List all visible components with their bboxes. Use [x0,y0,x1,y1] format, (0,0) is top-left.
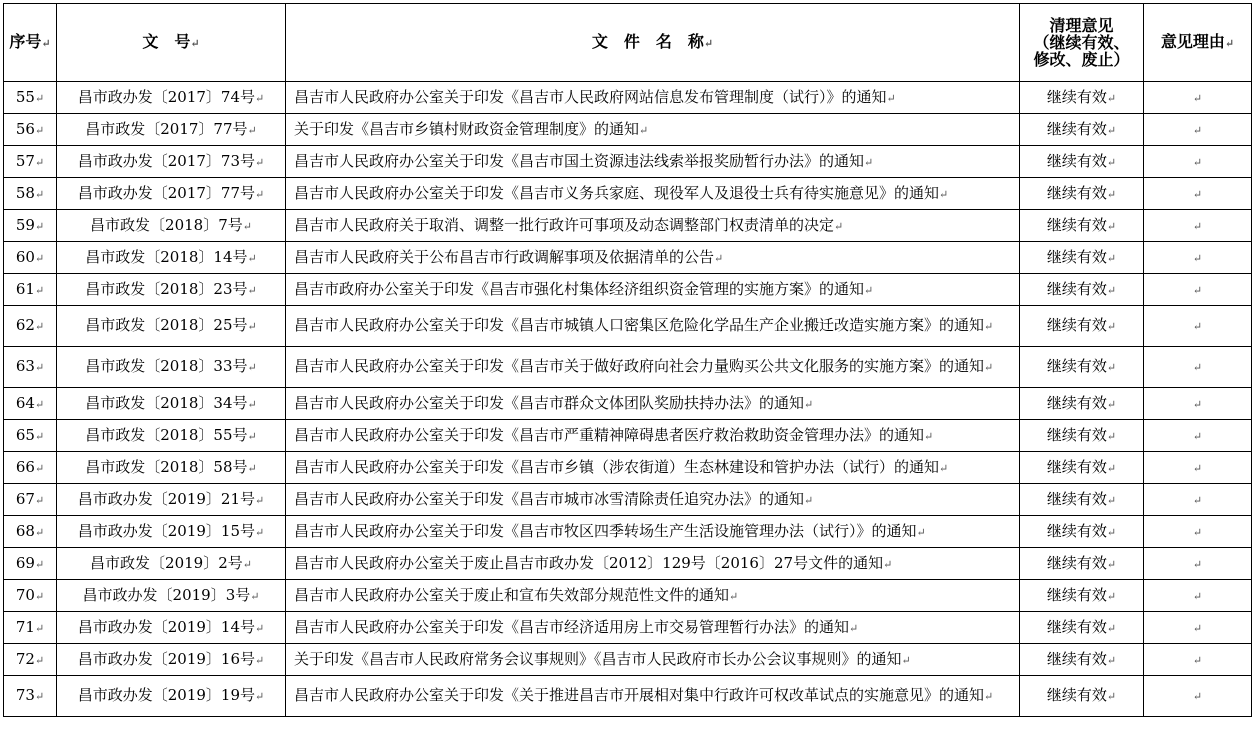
paragraph-mark: ↵ [1106,493,1117,507]
row-title [286,146,1020,178]
row-reason [1144,82,1252,114]
paragraph-mark: ↵ [1192,621,1203,635]
paragraph-mark: ↵ [1106,429,1117,443]
paragraph-mark: ↵ [255,493,265,507]
row-title-text: 昌吉市人民政府办公室关于印发《昌吉市义务兵家庭、现役军人及退役士兵有待实施意见》的通知 [294,183,940,202]
paragraph-mark: ↵ [34,429,45,443]
row-opinion-text: 继续有效 [1046,151,1107,170]
paragraph-mark: ↵ [883,557,893,571]
row-opinion-text: 继续有效 [1046,357,1107,375]
row-opinion [1020,612,1144,644]
row-reason [1144,644,1252,676]
paragraph-mark: ↵ [984,361,994,374]
row-seq-text: 67 [15,489,35,508]
paragraph-mark: ↵ [34,283,45,297]
paragraph-mark: ↵ [1106,653,1117,667]
row-opinion [1020,548,1144,580]
paragraph-mark: ↵ [714,251,724,265]
paragraph-mark: ↵ [864,155,874,169]
row-seq-text: 63 [15,357,35,375]
paragraph-mark: ↵ [255,525,265,539]
row-title-text: 昌吉市人民政府办公室关于废止和宣布失效部分规范性文件的通知 [294,585,730,604]
row-title-text: 昌吉市人民政府办公室关于印发《昌吉市城市冰雪清除责任追究办法》的通知 [294,489,805,508]
row-docno-text: 昌市政发〔2018〕25号 [85,316,248,334]
table-row [4,548,1252,580]
row-seq-text: 70 [15,585,35,604]
paragraph-mark: ↵ [864,283,874,297]
row-reason [1144,388,1252,420]
table-body [4,82,1252,717]
row-docno [57,388,286,420]
paragraph-mark: ↵ [1192,320,1203,333]
row-reason [1144,146,1252,178]
table-row [4,347,1252,388]
row-docno-text: 昌市政发〔2018〕23号 [85,279,248,298]
paragraph-mark: ↵ [729,589,739,603]
header-docno: 文 号↵ [57,4,286,82]
row-opinion [1020,484,1144,516]
row-opinion-text: 继续有效 [1046,649,1107,668]
paragraph-mark: ↵ [247,461,257,475]
paragraph-mark: ↵ [247,320,257,333]
row-opinion [1020,82,1144,114]
row-opinion [1020,420,1144,452]
paragraph-mark: ↵ [34,123,45,137]
table-row [4,452,1252,484]
paragraph-mark: ↵ [1106,155,1117,169]
row-opinion-text: 继续有效 [1046,119,1107,138]
row-docno-text: 昌市政办发〔2019〕21号 [77,489,256,508]
paragraph-mark: ↵ [886,91,896,105]
row-opinion [1020,347,1144,388]
paragraph-mark: ↵ [804,493,814,507]
row-seq [4,274,57,306]
paragraph-mark: ↵ [804,397,814,411]
table-row [4,306,1252,347]
paragraph-mark: ↵ [34,155,45,169]
row-seq [4,420,57,452]
row-opinion [1020,516,1144,548]
paragraph-mark: ↵ [34,653,45,667]
row-reason [1144,178,1252,210]
row-docno-text: 昌市政办发〔2017〕74号 [77,87,256,106]
paragraph-mark: ↵ [1106,397,1117,411]
row-seq-text: 58 [15,183,35,202]
paragraph-mark: ↵ [1192,91,1203,105]
table-row [4,420,1252,452]
row-seq-text: 60 [15,247,35,266]
table-row [4,242,1252,274]
row-docno-text: 昌市政办发〔2019〕15号 [77,521,256,540]
table-row [4,580,1252,612]
row-title-text: 昌吉市人民政府办公室关于印发《关于推进昌吉市开展相对集中行政许可权改革试点的实施意见》的通知 [294,686,985,704]
row-seq [4,347,57,388]
row-docno-text: 昌市政办发〔2019〕19号 [77,686,256,704]
paragraph-mark: ↵ [1192,155,1203,169]
row-docno [57,580,286,612]
paragraph-mark: ↵ [1192,493,1203,507]
paragraph-mark: ↵ [1192,557,1203,571]
row-reason [1144,210,1252,242]
row-seq-text: 72 [15,649,35,668]
row-opinion [1020,676,1144,717]
row-title [286,612,1020,644]
row-title-text: 昌吉市人民政府办公室关于印发《昌吉市群众文体团队奖励扶持办法》的通知 [294,393,805,412]
row-title-text: 昌吉市人民政府办公室关于废止昌吉市政办发〔2012〕129号〔2016〕27号文件的通知 [294,553,884,572]
paragraph-mark: ↵ [247,429,257,443]
paragraph-mark: ↵ [34,493,45,507]
paragraph-mark: ↵ [34,525,45,539]
row-opinion [1020,178,1144,210]
row-seq [4,612,57,644]
paragraph-mark: ↵ [916,525,926,539]
row-reason [1144,420,1252,452]
paragraph-mark: ↵ [34,91,45,105]
row-seq [4,210,57,242]
paragraph-mark: ↵ [1192,429,1203,443]
paragraph-mark: ↵ [1192,283,1203,297]
row-title [286,516,1020,548]
row-title [286,114,1020,146]
row-opinion [1020,274,1144,306]
document-page [3,3,1252,717]
row-seq-text: 55 [15,87,35,106]
row-docno [57,420,286,452]
table-row [4,676,1252,717]
row-opinion [1020,210,1144,242]
row-title-text: 关于印发《昌吉市乡镇村财政资金管理制度》的通知 [294,119,640,138]
paragraph-mark: ↵ [247,361,257,374]
paragraph-mark: ↵ [247,251,257,265]
row-opinion-text: 继续有效 [1046,316,1107,334]
paragraph-mark: ↵ [1192,589,1203,603]
paragraph-mark: ↵ [1106,219,1117,233]
row-docno [57,484,286,516]
row-title-text: 昌吉市人民政府办公室关于印发《昌吉市牧区四季转场生产生活设施管理办法（试行）》的通知 [294,521,917,540]
paragraph-mark: ↵ [1106,187,1117,201]
row-title [286,580,1020,612]
row-seq-text: 57 [15,151,35,170]
paragraph-mark: ↵ [247,283,257,297]
row-opinion-text: 继续有效 [1046,279,1107,298]
paragraph-mark: ↵ [1192,361,1203,374]
row-title-text: 关于印发《昌吉市人民政府常务会议事规则》《昌吉市人民政府市长办公会议事规则》的通知 [294,649,902,668]
row-opinion-text: 继续有效 [1046,686,1107,704]
header-opinion [1020,4,1144,82]
paragraph-mark: ↵ [1106,123,1117,137]
row-seq [4,306,57,347]
paragraph-mark: ↵ [1192,397,1203,411]
row-opinion-text: 继续有效 [1046,425,1107,444]
row-docno-text: 昌市政办发〔2019〕16号 [77,649,256,668]
paragraph-mark: ↵ [984,690,994,703]
paragraph-mark: ↵ [901,653,911,667]
row-docno [57,548,286,580]
paragraph-mark: ↵ [1192,219,1203,233]
row-docno-text: 昌市政办发〔2019〕3号 [82,585,251,604]
header-seq: 序号↵ [4,4,57,82]
row-docno [57,644,286,676]
paragraph-mark: ↵ [34,461,45,475]
paragraph-mark: ↵ [984,320,994,333]
header-reason: 意见理由↵ [1144,4,1252,82]
row-seq-text: 69 [15,553,35,572]
row-seq [4,484,57,516]
row-seq [4,644,57,676]
row-title-text: 昌吉市人民政府办公室关于印发《昌吉市严重精神障碍患者医疗救治救助资金管理办法》的通知 [294,425,925,444]
row-title [286,178,1020,210]
row-docno [57,178,286,210]
row-seq-text: 61 [15,279,35,298]
row-opinion [1020,580,1144,612]
paragraph-mark: ↵ [34,557,45,571]
paragraph-mark: ↵ [1192,461,1203,475]
row-title [286,306,1020,347]
row-title [286,676,1020,717]
row-docno [57,274,286,306]
cleanup-table [3,3,1252,717]
paragraph-mark: ↵ [639,123,649,137]
row-title-text: 昌吉市人民政府关于公布昌吉市行政调解事项及依据清单的公告 [294,247,715,266]
row-title-text: 昌吉市人民政府办公室关于印发《昌吉市城镇人口密集区危险化学品生产企业搬迁改造实施方案》的通知 [294,316,985,334]
paragraph-mark: ↵ [34,589,45,603]
header-title: 文 件 名 称↵ [286,4,1020,82]
row-seq-text: 62 [15,316,35,334]
row-seq [4,452,57,484]
row-docno [57,306,286,347]
paragraph-mark: ↵ [34,621,45,635]
row-seq [4,242,57,274]
table-row [4,484,1252,516]
row-docno-text: 昌市政发〔2018〕34号 [85,393,248,412]
row-opinion [1020,644,1144,676]
row-reason [1144,484,1252,516]
row-docno [57,146,286,178]
paragraph-mark: ↵ [255,621,265,635]
paragraph-mark: ↵ [255,187,265,201]
row-title [286,274,1020,306]
table-row [4,146,1252,178]
row-docno [57,347,286,388]
row-opinion-text: 继续有效 [1046,215,1107,234]
table-row [4,114,1252,146]
row-opinion-text: 继续有效 [1046,87,1107,106]
row-docno-text: 昌市政办发〔2017〕77号 [77,183,256,202]
row-docno [57,82,286,114]
paragraph-mark: ↵ [1106,361,1117,374]
paragraph-mark: ↵ [242,557,252,571]
row-opinion-text: 继续有效 [1046,585,1107,604]
row-seq-text: 65 [15,425,35,444]
paragraph-mark: ↵ [924,429,934,443]
paragraph-mark: ↵ [34,397,45,411]
paragraph-mark: ↵ [255,91,265,105]
paragraph-mark: ↵ [939,461,949,475]
row-opinion [1020,242,1144,274]
table-row [4,644,1252,676]
row-docno [57,612,286,644]
row-reason [1144,548,1252,580]
row-title [286,644,1020,676]
header-row [4,4,1252,82]
header-opinion-line3: 修改、废止） [1033,50,1130,69]
paragraph-mark: ↵ [1106,525,1117,539]
row-reason [1144,452,1252,484]
paragraph-mark: ↵ [1192,123,1203,137]
paragraph-mark: ↵ [34,690,45,703]
row-docno [57,114,286,146]
paragraph-mark: ↵ [1106,251,1117,265]
row-opinion-text: 继续有效 [1046,183,1107,202]
paragraph-mark: ↵ [242,219,252,233]
paragraph-mark: ↵ [834,219,844,233]
row-title-text: 昌吉市人民政府办公室关于印发《昌吉市国土资源违法线索举报奖励暂行办法》的通知 [294,151,865,170]
row-seq-text: 56 [15,119,35,138]
table-row [4,210,1252,242]
row-opinion-text: 继续有效 [1046,247,1107,266]
paragraph-mark: ↵ [250,589,260,603]
row-title-text: 昌吉市人民政府办公室关于印发《昌吉市经济适用房上市交易管理暂行办法》的通知 [294,617,850,636]
paragraph-mark: ↵ [34,251,45,265]
paragraph-mark: ↵ [1192,251,1203,265]
row-docno [57,452,286,484]
table-row [4,516,1252,548]
row-docno-text: 昌市政发〔2018〕14号 [85,247,248,266]
row-opinion [1020,306,1144,347]
paragraph-mark: ↵ [1106,557,1117,571]
row-seq [4,82,57,114]
row-opinion-text: 继续有效 [1046,617,1107,636]
row-seq [4,146,57,178]
row-seq-text: 64 [15,393,35,412]
row-seq-text: 73 [15,686,35,704]
row-reason [1144,580,1252,612]
paragraph-mark: ↵ [247,397,257,411]
header-opinion-line1: 清理意见 [1049,16,1114,35]
row-seq-text: 68 [15,521,35,540]
row-docno-text: 昌市政发〔2018〕33号 [85,357,248,375]
row-reason [1144,306,1252,347]
row-seq [4,676,57,717]
row-docno [57,676,286,717]
row-reason [1144,676,1252,717]
row-seq-text: 59 [15,215,35,234]
row-docno-text: 昌市政办发〔2019〕14号 [77,617,256,636]
row-reason [1144,347,1252,388]
paragraph-mark: ↵ [255,653,265,667]
row-docno-text: 昌市政发〔2018〕7号 [90,215,243,234]
row-title [286,484,1020,516]
table-row [4,388,1252,420]
row-title-text: 昌吉市人民政府办公室关于印发《昌吉市乡镇（涉农街道）生态林建设和管护办法（试行）的通知 [294,457,940,476]
row-seq [4,580,57,612]
paragraph-mark: ↵ [1192,525,1203,539]
table-row [4,178,1252,210]
paragraph-mark: ↵ [1192,187,1203,201]
row-seq [4,388,57,420]
row-title [286,548,1020,580]
row-opinion-text: 继续有效 [1046,457,1107,476]
row-docno [57,210,286,242]
row-title-text: 昌吉市人民政府办公室关于印发《昌吉市人民政府网站信息发布管理制度（试行）》的通知 [294,87,887,106]
row-docno-text: 昌市政发〔2019〕2号 [90,553,243,572]
row-reason [1144,242,1252,274]
paragraph-mark: ↵ [1106,690,1117,703]
paragraph-mark: ↵ [34,219,45,233]
row-docno-text: 昌市政发〔2017〕77号 [85,119,248,138]
row-reason [1144,114,1252,146]
paragraph-mark: ↵ [1192,653,1203,667]
row-opinion [1020,388,1144,420]
row-title [286,242,1020,274]
paragraph-mark: ↵ [1106,283,1117,297]
row-docno [57,516,286,548]
row-reason [1144,274,1252,306]
row-docno-text: 昌市政办发〔2017〕73号 [77,151,256,170]
row-title-text: 昌吉市人民政府办公室关于印发《昌吉市关于做好政府向社会力量购买公共文化服务的实施方案》的通知 [294,357,985,375]
row-seq [4,516,57,548]
row-opinion-text: 继续有效 [1046,489,1107,508]
row-seq-text: 66 [15,457,35,476]
row-title-text: 昌吉市政府办公室关于印发《昌吉市强化村集体经济组织资金管理的实施方案》的通知 [294,279,865,298]
row-seq [4,178,57,210]
table-row [4,612,1252,644]
table-row [4,274,1252,306]
row-reason [1144,612,1252,644]
header-opinion-line2: （继续有效、 [1033,33,1130,52]
paragraph-mark: ↵ [1192,690,1203,703]
row-docno-text: 昌市政发〔2018〕58号 [85,457,248,476]
paragraph-mark: ↵ [1106,621,1117,635]
row-title [286,210,1020,242]
row-opinion [1020,114,1144,146]
row-docno [57,242,286,274]
row-title [286,388,1020,420]
paragraph-mark: ↵ [247,123,257,137]
paragraph-mark: ↵ [255,690,265,703]
paragraph-mark: ↵ [1106,461,1117,475]
row-title [286,420,1020,452]
row-seq-text: 71 [15,617,35,636]
paragraph-mark: ↵ [255,155,265,169]
row-opinion-text: 继续有效 [1046,521,1107,540]
paragraph-mark: ↵ [1106,320,1117,333]
paragraph-mark: ↵ [1106,589,1117,603]
row-title [286,347,1020,388]
paragraph-mark: ↵ [1106,91,1117,105]
row-seq [4,114,57,146]
paragraph-mark: ↵ [34,361,45,374]
row-opinion-text: 继续有效 [1046,553,1107,572]
paragraph-mark: ↵ [939,187,949,201]
row-opinion [1020,452,1144,484]
table-row [4,82,1252,114]
row-seq [4,548,57,580]
row-title-text: 昌吉市人民政府关于取消、调整一批行政许可事项及动态调整部门权责清单的决定 [294,215,835,234]
row-opinion [1020,146,1144,178]
row-opinion-text: 继续有效 [1046,393,1107,412]
row-reason [1144,516,1252,548]
row-docno-text: 昌市政发〔2018〕55号 [85,425,248,444]
paragraph-mark: ↵ [849,621,859,635]
paragraph-mark: ↵ [34,320,45,333]
paragraph-mark: ↵ [34,187,45,201]
row-title [286,82,1020,114]
row-title [286,452,1020,484]
